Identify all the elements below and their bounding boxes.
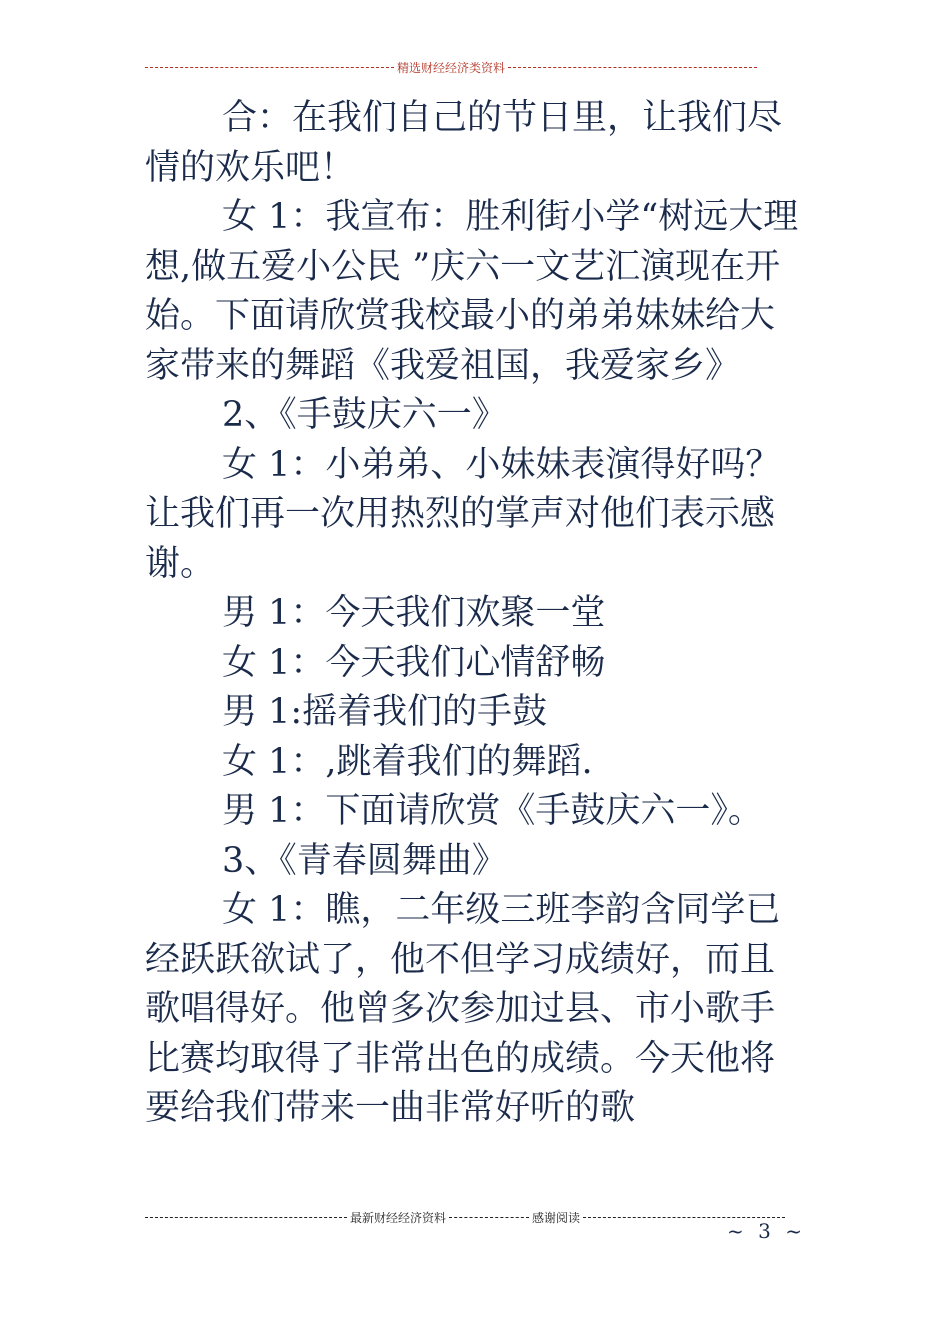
header-dash-left <box>145 67 394 68</box>
paragraph: 女 1：,跳着我们的舞蹈. <box>222 741 593 782</box>
paragraph: 男 1：下面请欣赏《手鼓庆六一》。 <box>222 791 763 831</box>
footer-dash-left <box>145 1217 347 1218</box>
footer-right-label: 感谢阅读 <box>532 1210 581 1225</box>
footer-left-label: 最新财经经济资料 <box>349 1210 446 1225</box>
paragraph: 2、《手鼓庆六一》 <box>222 395 507 435</box>
footer-dash-right <box>583 1217 785 1218</box>
page-number: ~ 3 ~ <box>727 1219 806 1243</box>
header-dash-right <box>508 67 757 68</box>
paragraph: 女 1：小弟弟、小妹妹表演得好吗？让我们再一次用热烈的掌声对他们表示感谢。 <box>145 444 781 584</box>
paragraph: 男 1:摇着我们的手鼓 <box>222 692 548 732</box>
footer-dash-middle <box>449 1217 529 1218</box>
paragraph: 3、《青春圆舞曲》 <box>222 840 507 881</box>
paragraph: 女 1：我宣布：胜利街小学“树远大理想,做五爱小公民 ”庆六一文艺汇演现在开始。下面请欣赏我校最小的弟弟妹妹给大家带来的舞蹈《我爱祖国，我爱家乡》 <box>145 197 799 386</box>
paragraph: 女 1：今天我们心情舒畅 <box>222 642 606 683</box>
paragraph: 女 1：瞧，二年级三班李韵含同学已经跃跃欲试了，他不但学习成绩好，而且歌唱得好。他曾多次参加过县、市小歌手比赛均取得了非常出色的成绩。今天他将要给我们带来一曲非常好听的歌 <box>145 890 781 1128</box>
header-rule <box>145 58 757 76</box>
header-label: 精选财经经济类资料 <box>397 60 506 75</box>
paragraph: 男 1：今天我们欢聚一堂 <box>222 593 606 633</box>
paragraph: 合：在我们自己的节日里，让我们尽情的欢乐吧！ <box>145 98 783 188</box>
document-body <box>145 94 805 1134</box>
footer-rule <box>145 1208 785 1226</box>
